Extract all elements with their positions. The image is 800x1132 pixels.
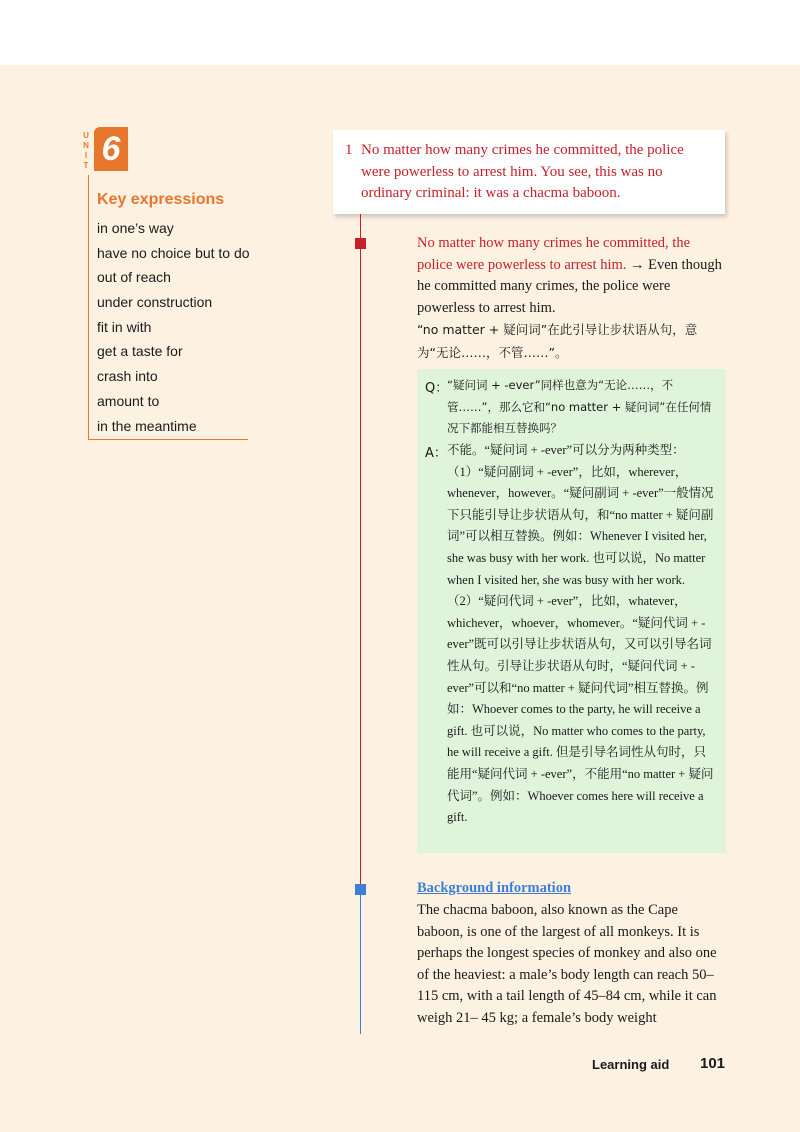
note-grammar-explanation: “no matter + 疑问词”在此引导让步状语从句，意为“无论……，不管……”。 bbox=[417, 322, 698, 360]
key-expressions-title: Key expressions bbox=[97, 191, 225, 208]
note-rewrite: Even though he committed many crimes, the police were powerless to arrest him. bbox=[417, 256, 722, 316]
note-marker-blue bbox=[355, 884, 366, 895]
key-expression-item: in the meantime bbox=[97, 417, 197, 434]
qa-box bbox=[417, 369, 726, 853]
key-expression-item: amount to bbox=[97, 392, 160, 409]
key-expression-item: get a taste for bbox=[97, 343, 183, 360]
background-information-title: Background information bbox=[417, 880, 572, 896]
key-expression-item: under construction bbox=[97, 294, 213, 311]
key-expression-item: in one’s way bbox=[97, 220, 174, 236]
note-marker-red bbox=[355, 238, 366, 249]
question-text: “疑问词 + -ever”同样也意为“无论……，不管……”，那么它和“no matter + 疑问词”在任何情况下都能相互替换吗？ bbox=[447, 378, 712, 435]
note-explanation bbox=[417, 233, 727, 364]
quote-box bbox=[333, 130, 725, 214]
timeline-line-red bbox=[360, 214, 361, 884]
answer-label: A： bbox=[425, 446, 447, 461]
key-expressions-list bbox=[97, 218, 250, 440]
footer-section-label: Learning aid bbox=[592, 1057, 670, 1072]
unit-number: 6 bbox=[101, 129, 121, 168]
background-information-text: The chacma baboon, also known as the Cape baboon, is one of the largest of all monkeys. It is perhaps the longest species of monkey and also one of the heaviest: a male’s body length can reach 50–115 cm, with a tail length of 45–84 cm, while it can weigh 21– 45 kg; a female’s body weight bbox=[417, 902, 717, 1026]
key-expression-item: fit in with bbox=[97, 318, 152, 335]
arrow-icon: → bbox=[626, 256, 649, 273]
quote-number: 1 bbox=[345, 142, 353, 158]
sidebar-rule bbox=[88, 175, 89, 440]
note-quoted-sentence: No matter how many crimes he committed, the police were powerless to arrest him. bbox=[417, 235, 691, 273]
quote-text: No matter how many crimes he committed, the police were powerless to arrest him. You see, this was no ordinary criminal: it was a chacma baboon. bbox=[361, 142, 684, 201]
page-number: 101 bbox=[700, 1055, 726, 1072]
key-expression-item: out of reach bbox=[97, 269, 171, 286]
unit-label: U N I T bbox=[83, 131, 89, 170]
answer-text: 不能。“疑问词 + -ever”可以分为两种类型：（1）“疑问副词 + -ever”，比如，wherever，whenever，however。“疑问副词 + -ever”一般情况下只能引导让步状语从句，和“no matter + 疑问副词”可以相互替换。例如：Whenever I visited her, she was busy with her work. 也可以说，No matter when I visited her, she was busy with her work.（2）“疑问代词 + -ever”，比如，whatever，whichever，whoever，whomever。“疑问代词 + -ever”既可以引导让步状语从句，又可以引导名词性从句。引导让步状语从句时，“疑问代词 + -ever”可以和“no matter + 疑问代词”相互替换。例如：Whoever comes to the party, he will receive a gift. 也可以说，No matter who comes to the party, he will receive a gift. 但是引导名词性从句时，只能用“疑问代词 + -ever”，不能用“no matter + 疑问代词”。例如：Whoever comes here will receive a gift. bbox=[447, 443, 714, 825]
question-label: Q： bbox=[425, 381, 449, 396]
unit-number-badge bbox=[94, 127, 128, 171]
key-expression-item: crash into bbox=[97, 368, 158, 385]
key-expression-item: have no choice but to do bbox=[97, 244, 250, 261]
timeline-line-blue bbox=[360, 884, 361, 1034]
